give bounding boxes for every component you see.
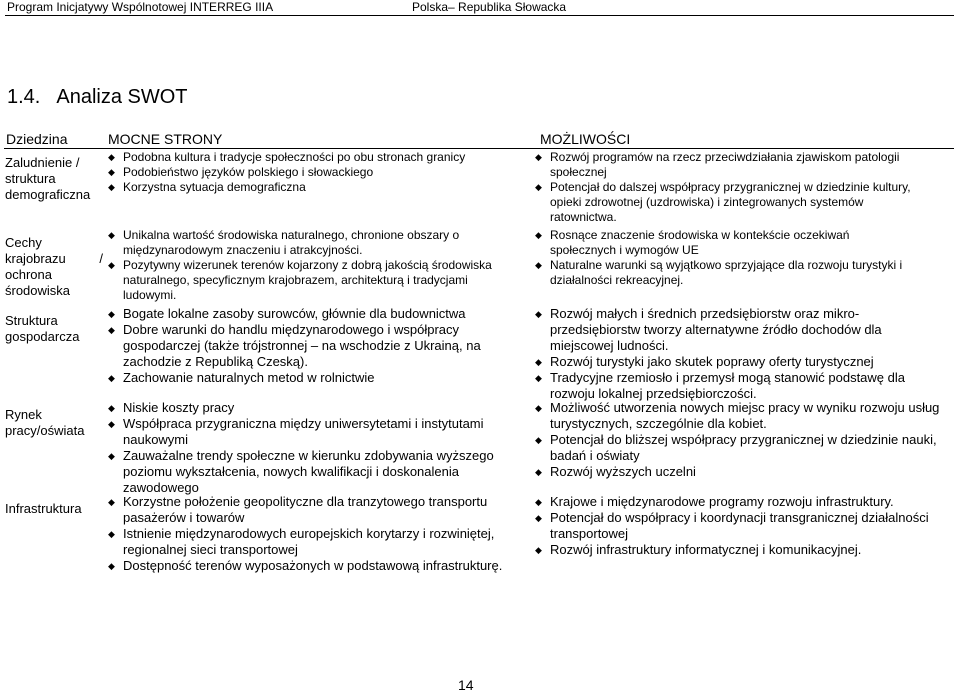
domain-landscape: Cechy krajobrazu / ochrona środowiska — [5, 235, 103, 298]
column-header-opportunities: MOŻLIWOŚCI — [540, 131, 631, 147]
header-region-title: Polska– Republika Słowacka — [412, 0, 567, 14]
list-item: ◆ Współpraca przygraniczna między uniwersytetami i instytutami naukowymi — [108, 416, 484, 447]
opportunities-list-population — [535, 150, 950, 225]
bullet-icon: ◆ — [535, 357, 542, 367]
bullet-icon: ◆ — [108, 561, 115, 571]
list-item: ◆ Rozwój małych i średnich przedsiębiorstw oraz mikro- przedsiębiorstw tworzy alternatywne źródło dochodów dla miejscowej ludności. — [535, 306, 882, 353]
bullet-icon: ◆ — [535, 373, 542, 383]
list-item: ◆ Rozwój turystyki jako skutek poprawy oferty turystycznej — [535, 354, 874, 369]
header-program-title: Program Inicjatywy Wspólnotowej INTERREG IIIA — [7, 0, 274, 14]
bullet-icon: ◆ — [535, 230, 542, 240]
list-item: ◆ Krajowe i międzynarodowe programy rozwoju infrastruktury. — [535, 494, 894, 509]
bullet-icon: ◆ — [535, 309, 542, 319]
domain-population: Zaludnienie / struktura demograficzna — [5, 155, 91, 202]
list-item: ◆ Istnienie międzynarodowych europejskich korytarzy i rozwiniętej, regionalnej sieci transportowej — [108, 526, 495, 557]
column-header-strengths: MOCNE STRONY — [108, 131, 223, 147]
list-item: ◆ Potencjał do dalszej współpracy przygranicznej w dziedzinie kultury, opieki zdrowotnej (uzdrowiska) i zintegrowanych systemów ratownictwa. — [535, 180, 911, 224]
section-title: Analiza SWOT — [56, 86, 188, 108]
bullet-icon: ◆ — [535, 435, 542, 445]
opportunities-list-infrastructure — [535, 494, 950, 558]
bullet-icon: ◆ — [535, 497, 542, 507]
bullet-icon: ◆ — [535, 260, 542, 270]
bullet-icon: ◆ — [108, 373, 115, 383]
list-item: ◆ Podobna kultura i tradycje społeczności po obu stronach granicy — [108, 150, 466, 164]
bullet-icon: ◆ — [108, 309, 115, 319]
bullet-icon: ◆ — [108, 325, 115, 335]
strengths-list-infrastructure — [108, 494, 518, 574]
list-item: ◆ Możliwość utworzenia nowych miejsc pracy w wyniku rozwoju usług turystycznych, szczególnie dla kobiet. — [535, 400, 940, 431]
opportunities-list-economy — [535, 306, 950, 402]
strengths-list-population — [108, 150, 518, 195]
bullet-icon: ◆ — [108, 167, 115, 177]
list-item: ◆ Naturalne warunki są wyjątkowo sprzyjające dla rozwoju turystyki i działalności rekreacyjnej. — [535, 258, 903, 287]
list-item: ◆ Rozwój wyższych uczelni — [535, 464, 696, 479]
table-header-divider — [4, 148, 954, 149]
list-item: ◆ Potencjał do bliższej współpracy przygranicznej w dziedzinie nauki, badań i oświaty — [535, 432, 937, 463]
list-item: ◆ Podobieństwo języków polskiego i słowackiego — [108, 165, 374, 179]
domain-economy: Struktura gospodarcza — [5, 313, 80, 344]
domain-labour-market: Rynek pracy/oświata — [5, 407, 85, 438]
bullet-icon: ◆ — [108, 419, 115, 429]
bullet-icon: ◆ — [108, 182, 115, 192]
bullet-icon: ◆ — [535, 545, 542, 555]
opportunities-list-landscape — [535, 228, 950, 288]
header-divider — [5, 15, 954, 16]
section-number: 1.4. — [7, 86, 41, 108]
list-item: ◆ Korzystne położenie geopolityczne dla tranzytowego transportu pasażerów i towarów — [108, 494, 488, 525]
list-item: ◆ Bogate lokalne zasoby surowców, głównie dla budownictwa — [108, 306, 466, 321]
list-item: ◆ Pozytywny wizerunek terenów kojarzony z dobrą jakością środowiska naturalnego, specyficznym krajobrazem, architekturą i tradycjami ludowymi. — [108, 258, 492, 302]
list-item: ◆ Dobre warunki do handlu międzynarodowego i współpracy gospodarczej (także trójstronnej – na wschodzie z Ukrainą, na zachodzie z Republiką Czeską). — [108, 322, 481, 369]
list-item: ◆ Rozwój programów na rzecz przeciwdziałania zjawiskom patologii społecznej — [535, 150, 900, 179]
strengths-list-economy — [108, 306, 518, 386]
list-item: ◆ Rozwój infrastruktury informatycznej i komunikacyjnej. — [535, 542, 862, 557]
bullet-icon: ◆ — [535, 467, 542, 477]
column-header-domain: Dziedzina — [6, 131, 68, 147]
bullet-icon: ◆ — [108, 260, 115, 270]
bullet-icon: ◆ — [108, 529, 115, 539]
list-item: ◆ Zauważalne trendy społeczne w kierunku zdobywania wyższego poziomu wykształcenia, nowych kwalifikacji i doskonalenia zawodowego — [108, 448, 494, 495]
bullet-icon: ◆ — [535, 403, 542, 413]
list-item: ◆ Unikalna wartość środowiska naturalnego, chronione obszary o międzynarodowym znaczeniu i atrakcyjności. — [108, 228, 460, 257]
opportunities-list-labour-market — [535, 400, 950, 480]
bullet-icon: ◆ — [108, 497, 115, 507]
strengths-list-labour-market — [108, 400, 518, 496]
list-item: ◆ Potencjał do współpracy i koordynacji transgranicznej działalności transportowej — [535, 510, 929, 541]
bullet-icon: ◆ — [535, 182, 542, 192]
list-item: ◆ Zachowanie naturalnych metod w rolnictwie — [108, 370, 375, 385]
bullet-icon: ◆ — [535, 152, 542, 162]
bullet-icon: ◆ — [108, 152, 115, 162]
bullet-icon: ◆ — [108, 230, 115, 240]
list-item: ◆ Dostępność terenów wyposażonych w podstawową infrastrukturę. — [108, 558, 503, 573]
strengths-list-landscape — [108, 228, 518, 303]
section-heading — [7, 86, 188, 109]
list-item: ◆ Niskie koszty pracy — [108, 400, 235, 415]
page-number: 14 — [458, 677, 474, 693]
list-item: ◆ Tradycyjne rzemiosło i przemysł mogą stanowić podstawę dla rozwoju lokalnej przedsiębiorczości. — [535, 370, 905, 401]
domain-infrastructure: Infrastruktura — [5, 501, 82, 516]
list-item: ◆ Korzystna sytuacja demograficzna — [108, 180, 306, 194]
bullet-icon: ◆ — [108, 403, 115, 413]
bullet-icon: ◆ — [108, 451, 115, 461]
list-item: ◆ Rosnące znaczenie środowiska w kontekście oczekiwań społecznych i wymogów UE — [535, 228, 850, 257]
bullet-icon: ◆ — [535, 513, 542, 523]
